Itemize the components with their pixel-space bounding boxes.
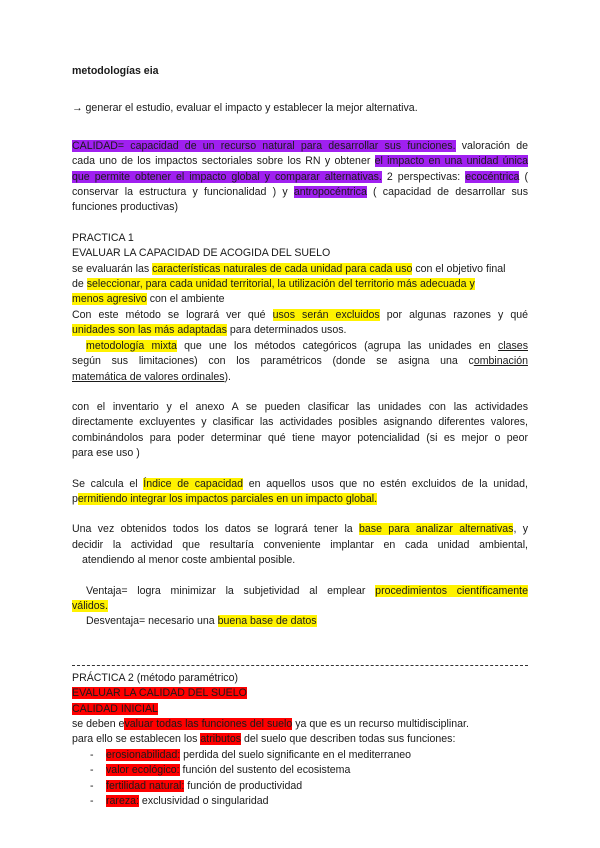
calidad-inicial-heading: CALIDAD INICIAL — [72, 702, 158, 715]
practica-1-heading: PRACTICA 1 — [72, 231, 134, 244]
list-item: - fertilidad natural: función de productividad — [90, 779, 303, 792]
practica-1-section: PRACTICA 1 EVALUAR LA CAPACIDAD DE ACOGIDA DEL SUELO se evaluarán las características naturales de cada unidad para cada uso con el objetivo final de seleccionar, para cada unidad territorial, la utilización del territorio más adecuada y menos agresivo con el ambiente Con este método se logrará ver qué usos serán excluidos por algunas razones y qué unidades son las más adaptadas para determinados usos. metodología mixta que une los métodos categóricos (agrupa las unidades en clases según sus limitaciones) con los paramétricos (donde se asigna una combinación matemática de valores ordinales). con el inventario y el anexo A se pueden clasificar las unidades con las actividades directamente excluyentes y clasificar las actividades posibles asignando diferentes valores, combinándolos para poder determinar qué tiene mayor potencialidad (si es mejor o peor para ese uso ) Se calcula el Índice de capacidad en aquellos usos que no estén excluidos de la unidad, permitiendo integrar los impactos parciales en un impacto global. Una vez obtenidos todos los datos se logrará tener la base para analizar alternativas, y decidir la actividad que resultaría conveniente implantar en cada unidad ambiental, atendiendo al menor coste ambiental posible. Ventaja= logra minimizar la subjetividad al emplear procedimientos científicamente válidos. Desventaja= necesario una buena base de datos — [72, 231, 528, 630]
intro-line: → generar el estudio, evaluar el impacto y establecer la mejor alternativa. — [72, 102, 418, 115]
document-title: metodologías eia — [72, 65, 159, 77]
list-item: - erosionabilidad: perdida del suelo significante en el mediterraneo — [90, 748, 412, 761]
practica-2-section: PRÁCTICA 2 (método paramétrico) EVALUAR LA CALIDAD DEL SUELO CALIDAD INICIAL se deben evaluar todas las funciones del suelo ya que es un recurso multidisciplinar. para ello se establecen los atributos del suelo que describen todas sus funciones: - erosionabilidad: perdida del suelo significante en el mediterraneo - valor ecológico: función del sustento del ecosistema - fertilidad natural: función de productividad - rareza: exclusividad o singularidad — [72, 671, 528, 810]
list-item: - rareza: exclusividad o singularidad — [90, 795, 269, 808]
document-page — [72, 64, 528, 809]
practica-1-subheading: EVALUAR LA CAPACIDAD DE ACOGIDA DEL SUELO — [72, 247, 331, 260]
ventaja-line: Ventaja= logra minimizar la subjetividad al emplear procedimientos científicamente — [86, 584, 528, 597]
impacto-unidad-highlight: el impacto en una unidad única — [374, 155, 528, 168]
list-item: - valor ecológico: función del sustento del ecosistema — [90, 764, 351, 777]
practica-2-heading: PRÁCTICA 2 (método paramétrico) — [72, 671, 239, 684]
calidad-paragraph: CALIDAD= capacidad de un recurso natural para desarrollar sus funciones. valoración de cada uno de los impactos sectoriales sobre los RN y obtener el impacto en una unidad única que permite obtener el impacto global y comparar alternativas. 2 perspectivas: ecocéntrica ( conservar la estructura y funcionalidad ) y antropocéntrica ( capacidad de desarrollar sus funciones productivas) — [72, 139, 529, 214]
practica-2-subheading: EVALUAR LA CALIDAD DEL SUELO — [72, 687, 247, 700]
desventaja-line: Desventaja= necesario una buena base de datos — [86, 615, 317, 628]
impacto-global-highlight: que permite obtener el impacto global y comparar alternativas. — [72, 170, 382, 183]
ecocentrica-highlight: ecocéntrica — [465, 170, 520, 183]
antropocentrica-highlight: antropocéntrica — [293, 186, 367, 199]
attribute-list — [72, 748, 528, 810]
calidad-definition-highlight: CALIDAD= capacidad de un recurso natural para desarrollar sus funciones. — [72, 139, 456, 152]
